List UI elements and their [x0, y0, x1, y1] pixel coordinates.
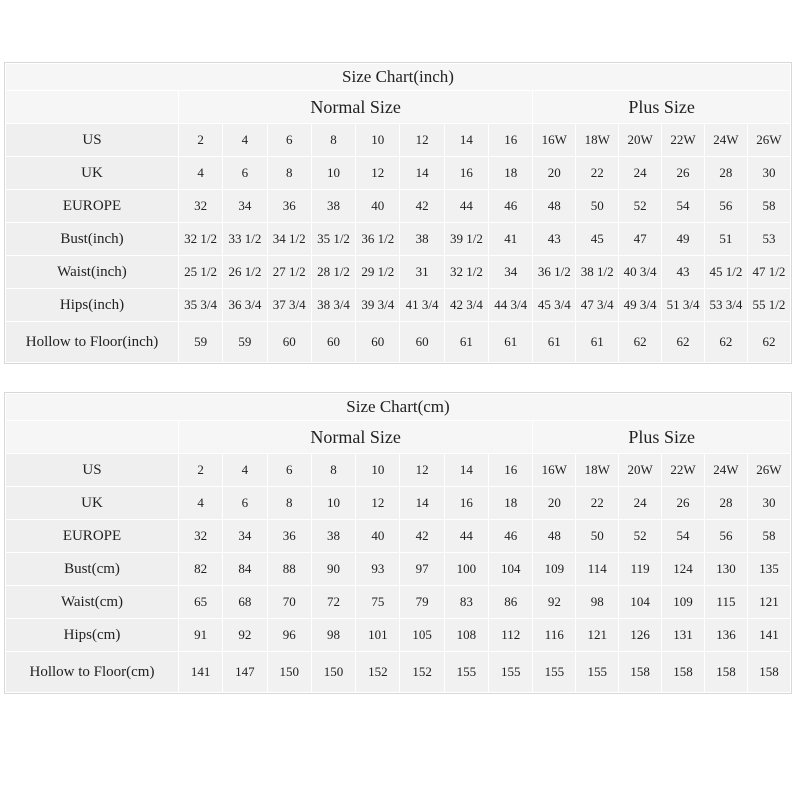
table-row [6, 157, 791, 190]
size-cell: 61 [533, 322, 576, 363]
size-cell: 152 [400, 652, 444, 693]
plus-size-header: Plus Size [533, 91, 791, 124]
size-cell: 97 [400, 553, 444, 586]
size-cell: 6 [267, 124, 311, 157]
plus-size-header: Plus Size [533, 421, 791, 454]
size-cell: 58 [747, 520, 790, 553]
size-cell: 61 [444, 322, 488, 363]
size-cell: 49 [662, 223, 705, 256]
size-cell: 104 [489, 553, 533, 586]
size-cell: 60 [356, 322, 400, 363]
table-row [6, 553, 791, 586]
size-cell: 26 [662, 487, 705, 520]
size-chart-inch [4, 62, 792, 364]
size-cell: 59 [223, 322, 267, 363]
size-cell: 4 [223, 124, 267, 157]
size-cell: 29 1/2 [356, 256, 400, 289]
row-label: Bust(cm) [6, 553, 179, 586]
size-cell: 6 [267, 454, 311, 487]
table-row [6, 124, 791, 157]
size-cell: 48 [533, 190, 576, 223]
row-label: EUROPE [6, 190, 179, 223]
size-cell: 22W [662, 454, 705, 487]
size-cell: 52 [619, 520, 662, 553]
size-cell: 34 1/2 [267, 223, 311, 256]
size-cell: 26 1/2 [223, 256, 267, 289]
size-cell: 8 [267, 157, 311, 190]
size-cell: 92 [223, 619, 267, 652]
row-label: Hollow to Floor(cm) [6, 652, 179, 693]
size-cell: 141 [178, 652, 222, 693]
size-cell: 42 [400, 520, 444, 553]
size-cell: 155 [533, 652, 576, 693]
size-cell: 46 [489, 190, 533, 223]
row-label: US [6, 124, 179, 157]
size-cell: 38 1/2 [576, 256, 619, 289]
size-cell: 59 [178, 322, 222, 363]
size-cell: 112 [489, 619, 533, 652]
size-cell: 32 [178, 520, 222, 553]
size-cell: 16W [533, 454, 576, 487]
size-cell: 24 [619, 157, 662, 190]
size-cell: 34 [489, 256, 533, 289]
size-cell: 14 [444, 454, 488, 487]
size-cell: 28 1/2 [311, 256, 355, 289]
size-cell: 36 [267, 520, 311, 553]
size-cell: 36 1/2 [533, 256, 576, 289]
size-cell: 83 [444, 586, 488, 619]
size-cell: 20W [619, 454, 662, 487]
size-cell: 36 [267, 190, 311, 223]
row-label: UK [6, 157, 179, 190]
size-cell: 101 [356, 619, 400, 652]
table-row [6, 652, 791, 693]
size-cell: 104 [619, 586, 662, 619]
size-cell: 28 [704, 487, 747, 520]
size-cell: 16 [489, 454, 533, 487]
size-cell: 62 [704, 322, 747, 363]
normal-size-header: Normal Size [178, 421, 532, 454]
size-chart-cm [4, 392, 792, 694]
size-cell: 2 [178, 454, 222, 487]
size-cell: 55 1/2 [747, 289, 790, 322]
size-cell: 147 [223, 652, 267, 693]
size-cell: 47 1/2 [747, 256, 790, 289]
size-cell: 33 1/2 [223, 223, 267, 256]
size-cell: 42 [400, 190, 444, 223]
size-cell: 92 [533, 586, 576, 619]
size-cell: 36 3/4 [223, 289, 267, 322]
size-cell: 6 [223, 487, 267, 520]
row-label: Hips(cm) [6, 619, 179, 652]
size-cell: 61 [576, 322, 619, 363]
size-cell: 24 [619, 487, 662, 520]
size-cell: 61 [489, 322, 533, 363]
size-cell: 82 [178, 553, 222, 586]
table-body [6, 124, 791, 363]
size-cell: 2 [178, 124, 222, 157]
size-cell: 150 [311, 652, 355, 693]
size-cell: 40 [356, 190, 400, 223]
row-label: EUROPE [6, 520, 179, 553]
size-cell: 38 3/4 [311, 289, 355, 322]
size-cell: 18 [489, 487, 533, 520]
size-cell: 43 [662, 256, 705, 289]
size-cell: 44 [444, 190, 488, 223]
size-cell: 47 [619, 223, 662, 256]
size-cell: 93 [356, 553, 400, 586]
size-cell: 45 [576, 223, 619, 256]
table-row [6, 619, 791, 652]
size-cell: 20 [533, 487, 576, 520]
size-cell: 98 [311, 619, 355, 652]
size-cell: 31 [400, 256, 444, 289]
size-cell: 109 [533, 553, 576, 586]
size-cell: 30 [747, 487, 790, 520]
size-cell: 53 [747, 223, 790, 256]
size-cell: 54 [662, 190, 705, 223]
size-cell: 56 [704, 190, 747, 223]
size-cell: 24W [704, 454, 747, 487]
size-table-inch [5, 63, 791, 363]
size-cell: 10 [356, 454, 400, 487]
size-cell: 4 [178, 157, 222, 190]
size-cell: 53 3/4 [704, 289, 747, 322]
size-cell: 44 [444, 520, 488, 553]
size-cell: 16 [444, 487, 488, 520]
size-cell: 25 1/2 [178, 256, 222, 289]
size-cell: 16W [533, 124, 576, 157]
size-cell: 22 [576, 157, 619, 190]
size-cell: 18W [576, 454, 619, 487]
size-cell: 150 [267, 652, 311, 693]
table-row [6, 223, 791, 256]
size-cell: 22W [662, 124, 705, 157]
size-cell: 155 [489, 652, 533, 693]
size-cell: 24W [704, 124, 747, 157]
size-cell: 62 [619, 322, 662, 363]
table-row [6, 586, 791, 619]
size-cell: 124 [662, 553, 705, 586]
row-label: Hollow to Floor(inch) [6, 322, 179, 363]
size-cell: 131 [662, 619, 705, 652]
size-cell: 16 [489, 124, 533, 157]
size-cell: 65 [178, 586, 222, 619]
size-cell: 62 [747, 322, 790, 363]
normal-size-header: Normal Size [178, 91, 532, 124]
size-cell: 34 [223, 190, 267, 223]
table-row [6, 520, 791, 553]
size-cell: 158 [704, 652, 747, 693]
size-cell: 91 [178, 619, 222, 652]
row-label: Waist(cm) [6, 586, 179, 619]
size-cell: 4 [223, 454, 267, 487]
size-cell: 60 [311, 322, 355, 363]
size-cell: 58 [747, 190, 790, 223]
table-body [6, 454, 791, 693]
size-cell: 141 [747, 619, 790, 652]
table-row [6, 289, 791, 322]
size-cell: 35 3/4 [178, 289, 222, 322]
size-cell: 105 [400, 619, 444, 652]
size-cell: 10 [356, 124, 400, 157]
size-cell: 136 [704, 619, 747, 652]
table-row [6, 454, 791, 487]
size-cell: 27 1/2 [267, 256, 311, 289]
size-cell: 54 [662, 520, 705, 553]
size-cell: 39 3/4 [356, 289, 400, 322]
table-row [6, 322, 791, 363]
size-cell: 34 [223, 520, 267, 553]
size-cell: 14 [444, 124, 488, 157]
size-cell: 32 [178, 190, 222, 223]
size-cell: 38 [400, 223, 444, 256]
size-cell: 152 [356, 652, 400, 693]
size-cell: 48 [533, 520, 576, 553]
size-cell: 79 [400, 586, 444, 619]
chart-title: Size Chart(inch) [6, 64, 791, 91]
size-cell: 155 [444, 652, 488, 693]
size-cell: 26W [747, 124, 790, 157]
size-cell: 56 [704, 520, 747, 553]
size-cell: 22 [576, 487, 619, 520]
size-cell: 135 [747, 553, 790, 586]
size-cell: 116 [533, 619, 576, 652]
size-cell: 8 [311, 124, 355, 157]
size-cell: 10 [311, 487, 355, 520]
size-cell: 36 1/2 [356, 223, 400, 256]
size-cell: 158 [619, 652, 662, 693]
size-cell: 45 3/4 [533, 289, 576, 322]
size-cell: 126 [619, 619, 662, 652]
size-cell: 28 [704, 157, 747, 190]
size-cell: 119 [619, 553, 662, 586]
size-cell: 44 3/4 [489, 289, 533, 322]
size-cell: 46 [489, 520, 533, 553]
size-cell: 12 [356, 157, 400, 190]
size-cell: 158 [747, 652, 790, 693]
size-cell: 68 [223, 586, 267, 619]
size-cell: 12 [400, 454, 444, 487]
size-cell: 121 [576, 619, 619, 652]
size-cell: 20 [533, 157, 576, 190]
size-cell: 35 1/2 [311, 223, 355, 256]
corner-cell [6, 421, 179, 454]
size-cell: 155 [576, 652, 619, 693]
size-cell: 16 [444, 157, 488, 190]
size-cell: 114 [576, 553, 619, 586]
row-label: UK [6, 487, 179, 520]
size-cell: 18 [489, 157, 533, 190]
size-cell: 51 [704, 223, 747, 256]
size-cell: 4 [178, 487, 222, 520]
size-cell: 45 1/2 [704, 256, 747, 289]
size-cell: 75 [356, 586, 400, 619]
size-cell: 43 [533, 223, 576, 256]
table-row [6, 190, 791, 223]
table-row [6, 256, 791, 289]
size-cell: 130 [704, 553, 747, 586]
size-cell: 40 [356, 520, 400, 553]
size-cell: 108 [444, 619, 488, 652]
size-cell: 18W [576, 124, 619, 157]
size-cell: 88 [267, 553, 311, 586]
size-cell: 6 [223, 157, 267, 190]
size-cell: 49 3/4 [619, 289, 662, 322]
size-cell: 72 [311, 586, 355, 619]
size-cell: 39 1/2 [444, 223, 488, 256]
size-table-cm [5, 393, 791, 693]
size-cell: 30 [747, 157, 790, 190]
size-cell: 50 [576, 190, 619, 223]
row-label: Bust(inch) [6, 223, 179, 256]
size-cell: 20W [619, 124, 662, 157]
size-cell: 109 [662, 586, 705, 619]
size-cell: 98 [576, 586, 619, 619]
size-cell: 10 [311, 157, 355, 190]
size-cell: 37 3/4 [267, 289, 311, 322]
size-cell: 60 [267, 322, 311, 363]
size-cell: 50 [576, 520, 619, 553]
size-cell: 51 3/4 [662, 289, 705, 322]
size-cell: 121 [747, 586, 790, 619]
size-cell: 100 [444, 553, 488, 586]
size-cell: 62 [662, 322, 705, 363]
size-cell: 40 3/4 [619, 256, 662, 289]
chart-title: Size Chart(cm) [6, 394, 791, 421]
row-label: Hips(inch) [6, 289, 179, 322]
size-cell: 12 [356, 487, 400, 520]
size-cell: 70 [267, 586, 311, 619]
size-cell: 96 [267, 619, 311, 652]
size-cell: 84 [223, 553, 267, 586]
size-cell: 14 [400, 157, 444, 190]
size-cell: 115 [704, 586, 747, 619]
size-cell: 158 [662, 652, 705, 693]
table-row [6, 487, 791, 520]
corner-cell [6, 91, 179, 124]
size-cell: 8 [311, 454, 355, 487]
size-cell: 41 [489, 223, 533, 256]
row-label: Waist(inch) [6, 256, 179, 289]
size-cell: 38 [311, 520, 355, 553]
size-cell: 32 1/2 [178, 223, 222, 256]
size-cell: 12 [400, 124, 444, 157]
size-cell: 41 3/4 [400, 289, 444, 322]
size-cell: 38 [311, 190, 355, 223]
size-cell: 14 [400, 487, 444, 520]
size-cell: 90 [311, 553, 355, 586]
size-cell: 8 [267, 487, 311, 520]
size-cell: 47 3/4 [576, 289, 619, 322]
size-cell: 86 [489, 586, 533, 619]
size-cell: 60 [400, 322, 444, 363]
row-label: US [6, 454, 179, 487]
size-cell: 26 [662, 157, 705, 190]
size-cell: 26W [747, 454, 790, 487]
size-cell: 42 3/4 [444, 289, 488, 322]
size-cell: 32 1/2 [444, 256, 488, 289]
size-cell: 52 [619, 190, 662, 223]
